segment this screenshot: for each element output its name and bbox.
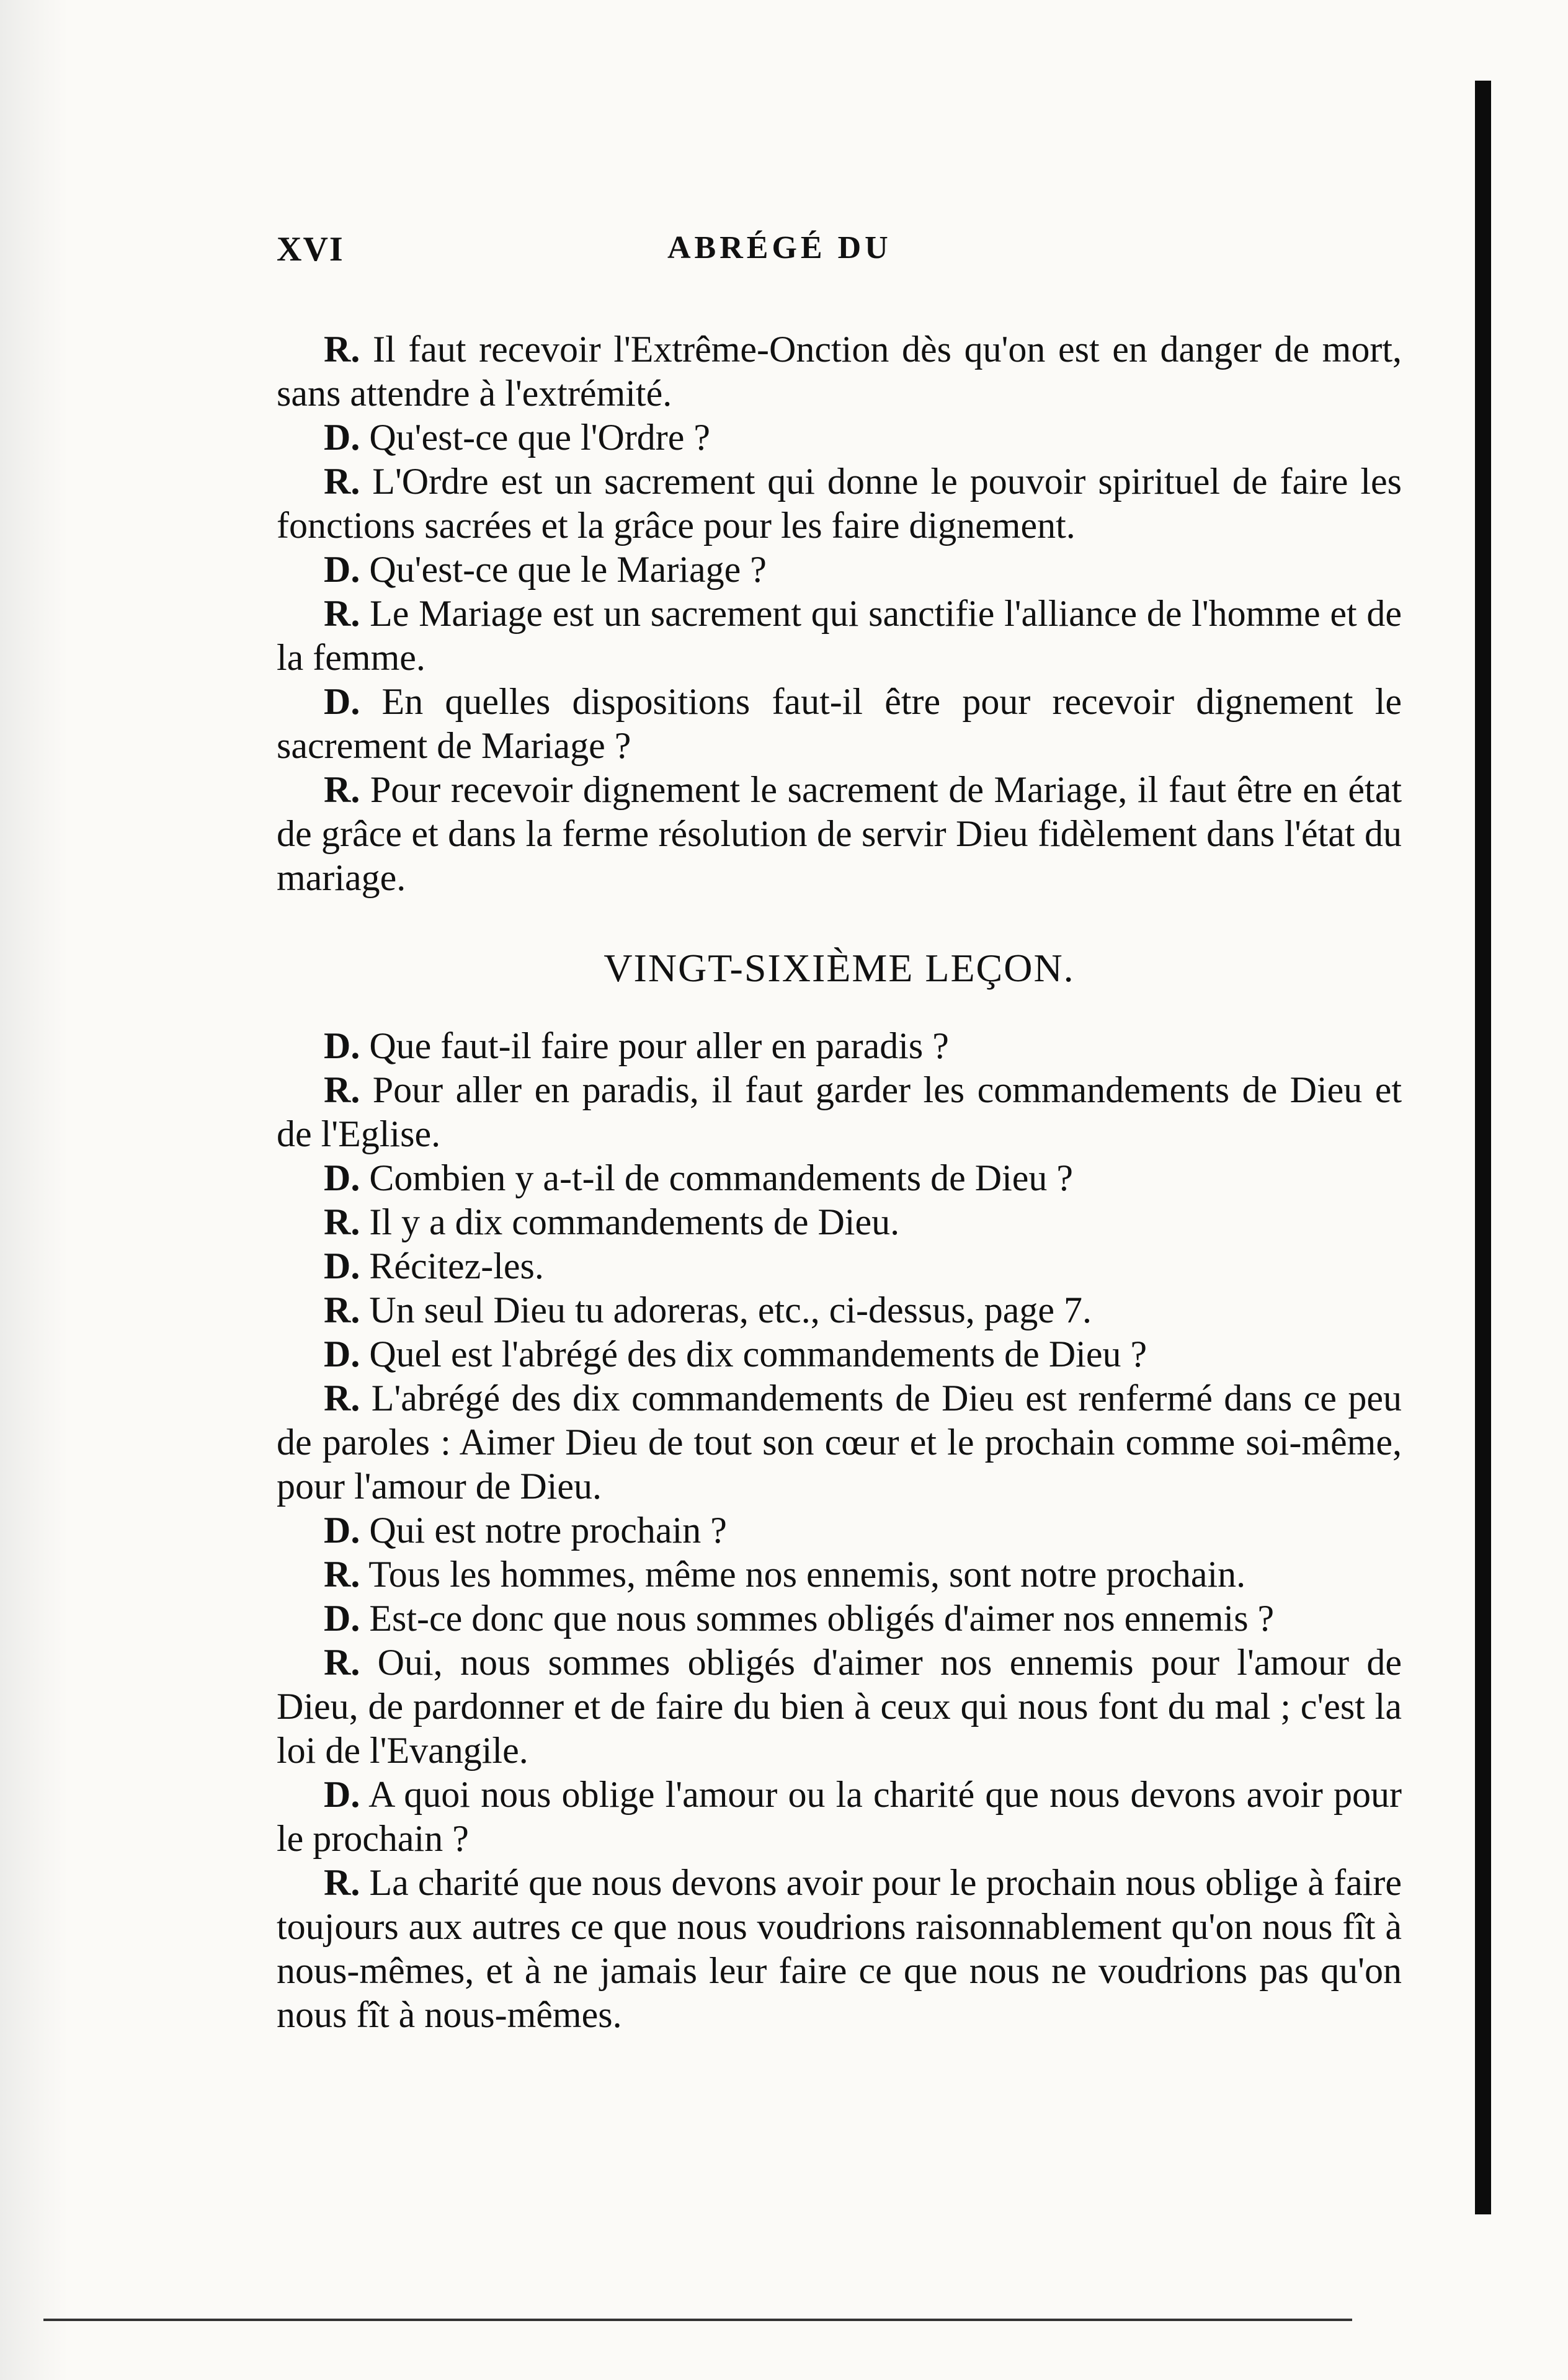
qa-text: Le Mariage est un sacrement qui sanctifie l'alliance de l'homme et de la femme. [277,593,1402,678]
qa-tag: D. [324,1598,360,1639]
qa-tag: D. [324,1025,360,1066]
qa-paragraph [277,592,1402,680]
qa-paragraph [277,1244,1402,1288]
qa-text: La charité que nous devons avoir pour le prochain nous oblige à faire toujours aux autres ce que nous voudrions raisonnablement qu'on nous fît à nous-mêmes, et à ne jamais leur faire ce que nous ne voudrions pas qu'on nous fît à nous-mêmes. [277,1862,1402,2035]
qa-paragraph [277,1068,1402,1156]
qa-text: Qui est notre prochain ? [369,1510,727,1551]
qa-text: Il faut recevoir l'Extrême-Onction dès qu'on est en danger de mort, sans attendre à l'extrémité. [277,329,1402,414]
qa-paragraph [277,548,1402,592]
qa-text: Il y a dix commandements de Dieu. [369,1201,900,1242]
page-number: XVI [277,230,344,269]
qa-tag: D. [324,1774,360,1815]
qa-paragraph [277,1861,1402,2037]
right-margin-rule [1475,81,1491,2214]
page-binding-edge [0,0,68,2380]
qa-tag: R. [324,1554,360,1595]
qa-text: Quel est l'abrégé des dix commandements de Dieu ? [369,1334,1147,1375]
qa-tag: R. [324,461,360,502]
qa-text: L'Ordre est un sacrement qui donne le pouvoir spirituel de faire les fonctions sacrées et la grâce pour les faire dignement. [277,461,1402,546]
qa-tag: R. [324,1069,360,1110]
qa-tag: D. [324,1246,360,1286]
qa-paragraph [277,680,1402,768]
qa-text: Un seul Dieu tu adoreras, etc., ci-dessus, page 7. [369,1290,1092,1330]
qa-paragraph [277,1509,1402,1553]
qa-paragraph [277,416,1402,460]
qa-text: Qu'est-ce que le Mariage ? [369,549,767,590]
running-head [277,230,1402,289]
qa-tag: R. [324,1378,360,1419]
lesson-title: VINGT-SIXIÈME LEÇON. [604,946,1075,990]
qa-text: Est-ce donc que nous sommes obligés d'aimer nos ennemis ? [369,1598,1275,1639]
qa-text: Récitez-les. [369,1246,544,1286]
bottom-rule [43,2319,1352,2321]
qa-paragraph [277,1200,1402,1244]
qa-tag: D. [324,417,360,458]
qa-paragraph [277,1288,1402,1332]
qa-tag: R. [324,1201,360,1242]
qa-text: Combien y a-t-il de commandements de Dieu ? [369,1157,1074,1198]
qa-paragraph [277,1376,1402,1509]
qa-paragraph [277,1597,1402,1641]
qa-paragraph [277,1553,1402,1597]
qa-tag: R. [324,593,360,634]
qa-tag: R. [324,1862,360,1903]
qa-tag: D. [324,1334,360,1375]
qa-tag: D. [324,549,360,590]
qa-tag: D. [324,681,360,722]
qa-paragraph [277,1773,1402,1861]
qa-tag: R. [324,329,360,370]
qa-tag: D. [324,1157,360,1198]
running-title: ABRÉGÉ DU [667,230,892,265]
qa-paragraph [277,328,1402,416]
paragraphs-top [277,328,1402,900]
qa-paragraph [277,768,1402,900]
qa-text: Qu'est-ce que l'Ordre ? [369,417,711,458]
qa-text: Pour recevoir dignement le sacrement de Mariage, il faut être en état de grâce et dans la ferme résolution de servir Dieu fidèlement dans l'état du mariage. [277,769,1402,898]
qa-text: A quoi nous oblige l'amour ou la charité que nous devons avoir pour le prochain ? [277,1774,1402,1859]
qa-text: En quelles dispositions faut-il être pour recevoir dignement le sacrement de Mariage ? [277,681,1402,766]
paragraphs-bottom [277,1024,1402,2037]
qa-paragraph [277,1156,1402,1200]
qa-paragraph [277,1641,1402,1773]
qa-tag: R. [324,1642,360,1683]
qa-text: Oui, nous sommes obligés d'aimer nos ennemis pour l'amour de Dieu, de pardonner et de faire du bien à ceux qui nous font du mal ; c'est la loi de l'Evangile. [277,1642,1402,1771]
qa-paragraph [277,1024,1402,1068]
qa-text: Que faut-il faire pour aller en paradis ? [369,1025,949,1066]
qa-text: L'abrégé des dix commandements de Dieu est renfermé dans ce peu de paroles : Aimer Dieu de tout son cœur et le prochain comme soi-même, pour l'amour de Dieu. [277,1378,1402,1507]
qa-paragraph [277,460,1402,548]
qa-text: Pour aller en paradis, il faut garder les commandements de Dieu et de l'Eglise. [277,1069,1402,1154]
qa-tag: R. [324,769,360,810]
qa-paragraph [277,1332,1402,1376]
qa-text: Tous les hommes, même nos ennemis, sont notre prochain. [368,1554,1246,1595]
qa-tag: D. [324,1510,360,1551]
qa-tag: R. [324,1290,360,1330]
page-content [277,230,1402,2037]
